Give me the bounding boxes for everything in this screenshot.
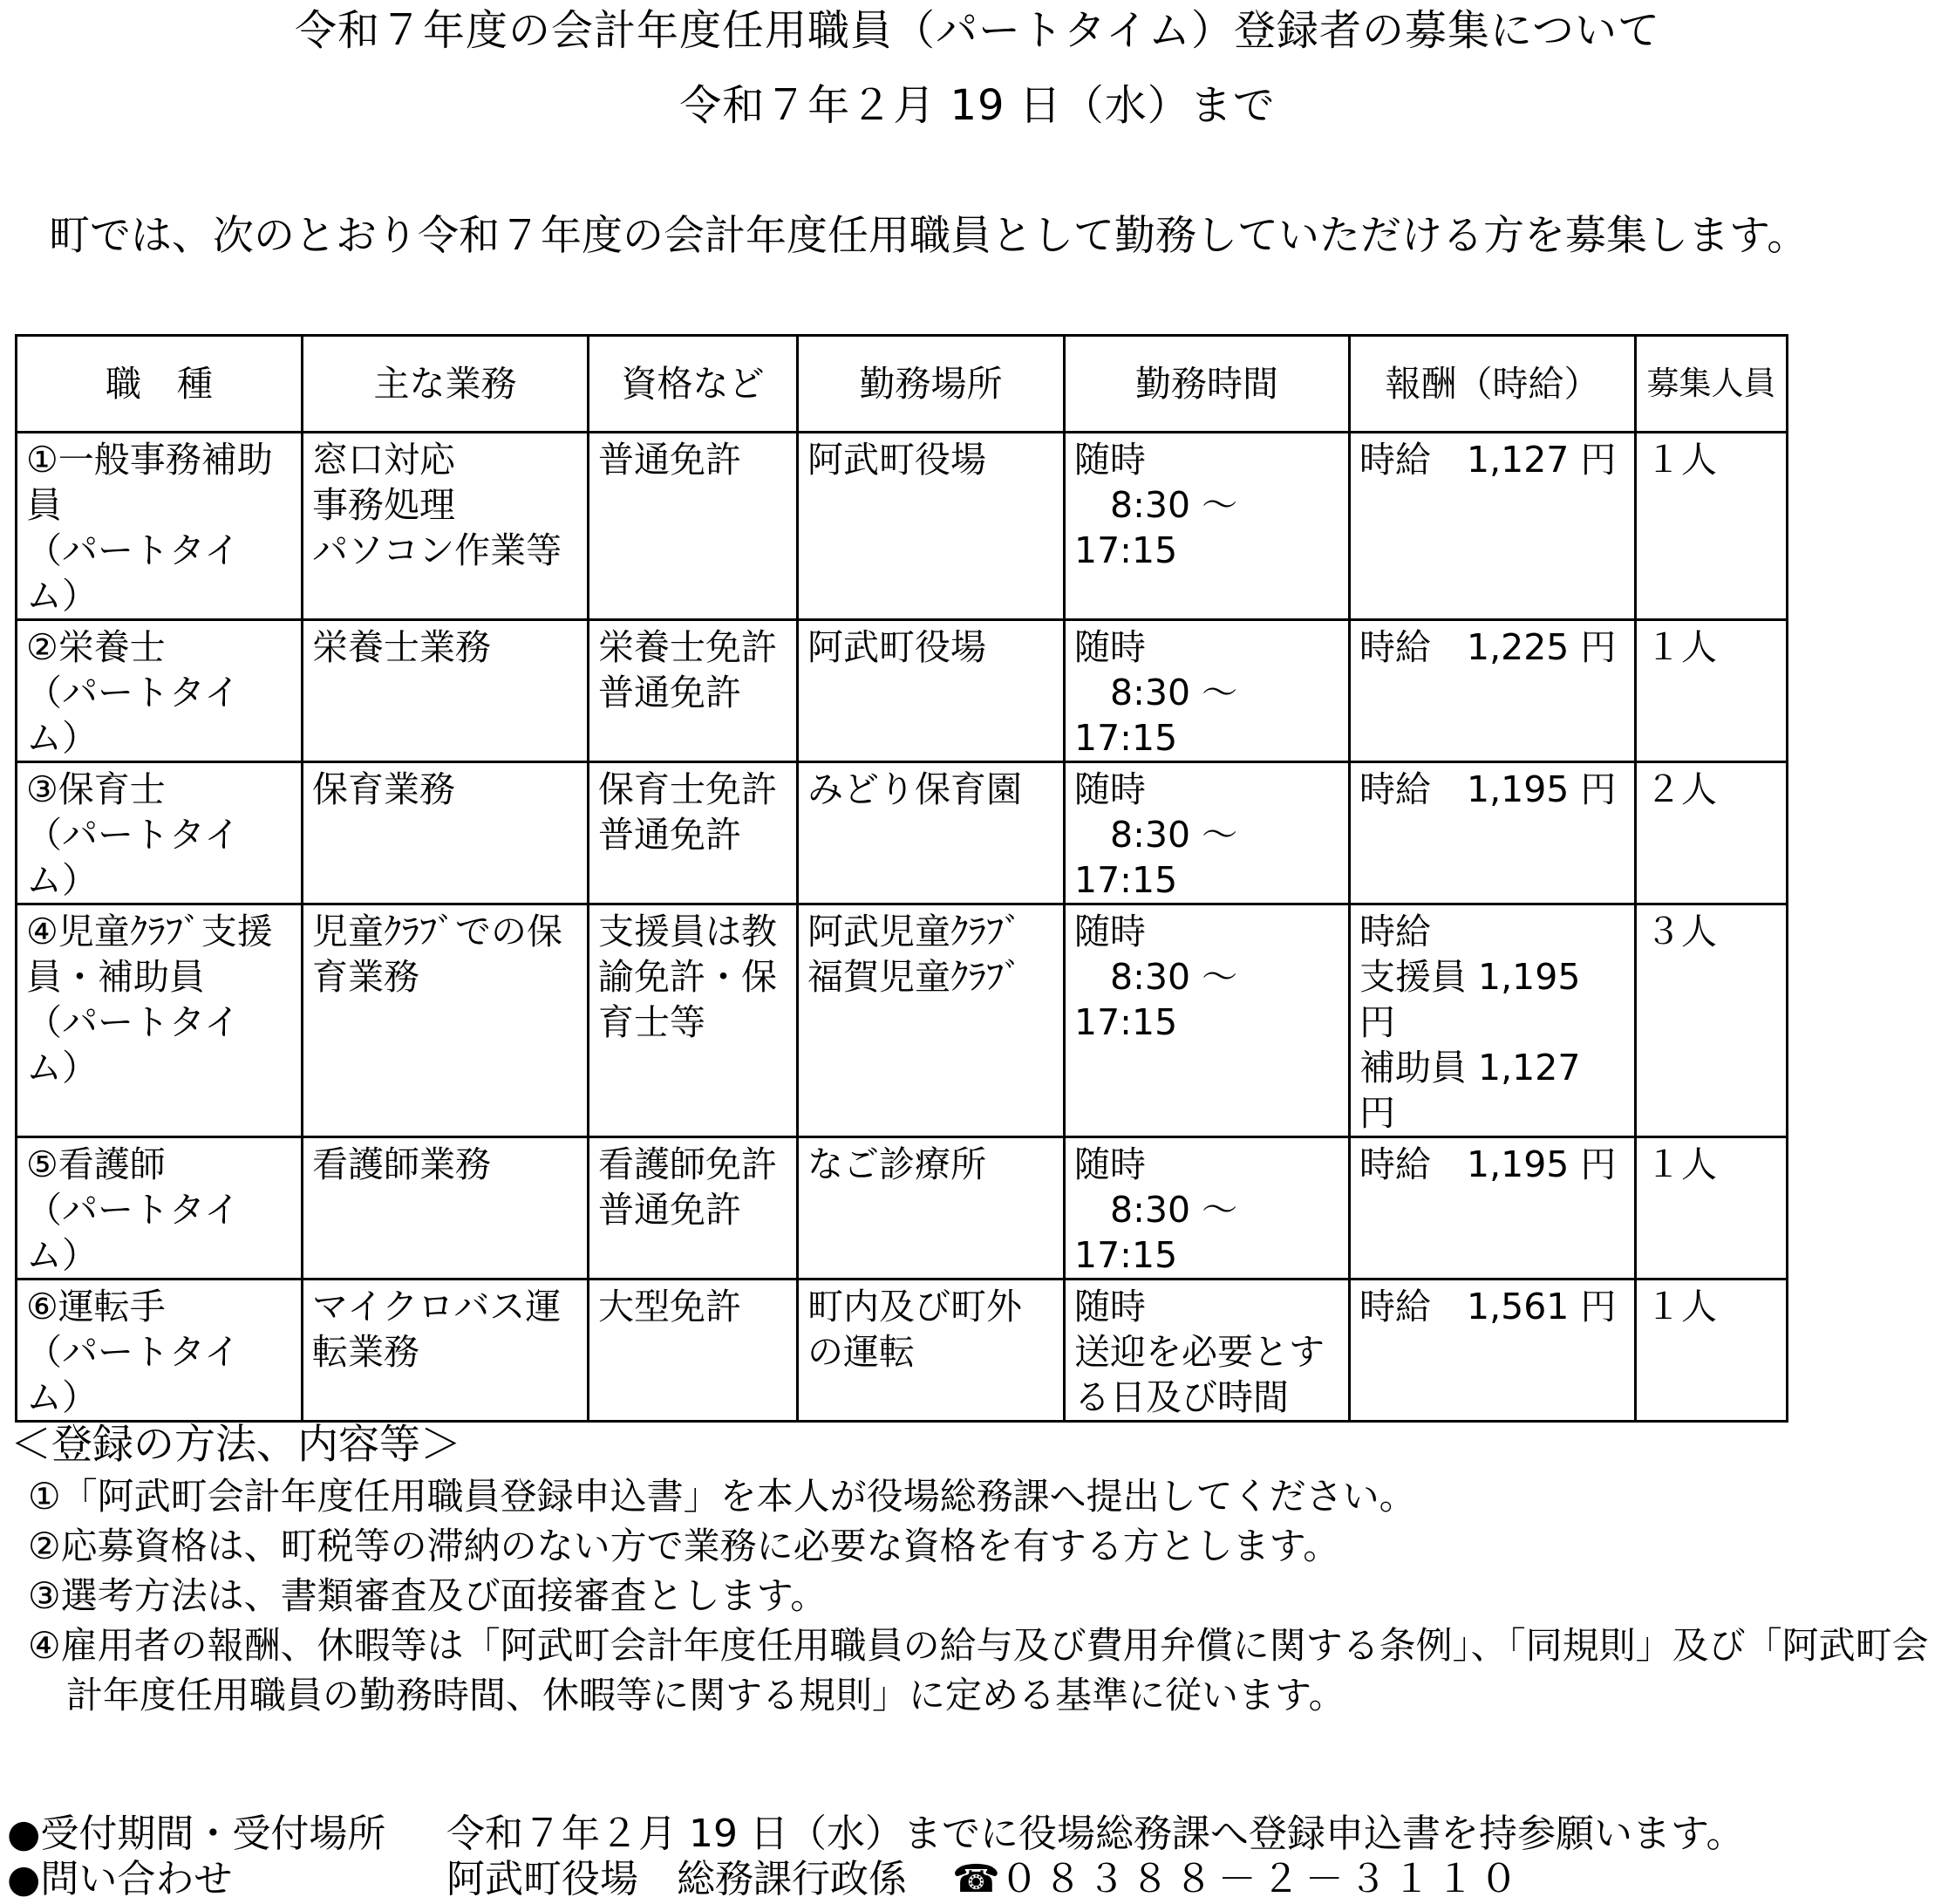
method-item: ①「阿武町会計年度任用職員登録申込書」を本人が役場総務課へ提出してください。 — [28, 1475, 1416, 1518]
recruitment-table — [15, 334, 1788, 1423]
cell-hours: 随時 8:30 ～ 17:15 — [1065, 433, 1350, 620]
cell-duties: 児童ｸﾗﾌﾞでの保育業務 — [303, 904, 589, 1137]
table-row — [17, 762, 1788, 904]
cell-openings: ３人 — [1636, 904, 1788, 1137]
header-openings: 募集人員 — [1636, 336, 1788, 433]
cell-job: ⑥運転手 （パートタイム） — [17, 1280, 303, 1422]
cell-openings: １人 — [1636, 433, 1788, 620]
cell-qualifications: 支援員は教諭免許・保育士等 — [589, 904, 798, 1137]
cell-location: 阿武町役場 — [798, 620, 1065, 762]
intro-text: 町では、次のとおり令和７年度の会計年度任用職員として勤務していただける方を募集します。 — [49, 212, 1809, 260]
cell-duties: 窓口対応 事務処理 パソコン作業等 — [303, 433, 589, 620]
cell-pay: 時給 支援員 1,195 円 補助員 1,127 円 — [1350, 904, 1636, 1137]
method-item: ④雇用者の報酬、休暇等は「阿武町会計年度任用職員の給与及び費用弁償に関する条例」、「同規則」及び「阿武町会計年度任用職員の勤務時間、休暇等に関する規則」に定める基準に従います。 — [28, 1624, 1929, 1716]
deadline-subtitle: 令和７年２月 19 日（水）まで — [679, 81, 1276, 130]
header-hours: 勤務時間 — [1065, 336, 1350, 433]
cell-hours: 随時 送迎を必要とする日及び時間 — [1065, 1280, 1350, 1422]
phone-icon: ☎ — [952, 1857, 1000, 1901]
method-item: ③選考方法は、書類審査及び面接審査とします。 — [28, 1574, 828, 1617]
cell-job: ④児童ｸﾗﾌﾞ支援員・補助員 （パートタイム） — [17, 904, 303, 1137]
reception-info — [7, 1810, 1744, 1859]
cell-location: 阿武児童ｸﾗﾌﾞ 福賀児童ｸﾗﾌﾞ — [798, 904, 1065, 1137]
table-row — [17, 433, 1788, 620]
table-row — [17, 620, 1788, 762]
table-row — [17, 1137, 1788, 1280]
cell-duties: 栄養士業務 — [303, 620, 589, 762]
contact-info — [7, 1855, 1523, 1904]
cell-openings: ２人 — [1636, 762, 1788, 904]
cell-pay: 時給 1,127 円 — [1350, 433, 1636, 620]
table-row — [17, 904, 1788, 1137]
cell-qualifications: 看護師免許 普通免許 — [589, 1137, 798, 1280]
header-pay: 報酬（時給） — [1350, 336, 1636, 433]
cell-hours: 随時 8:30 ～ 17:15 — [1065, 762, 1350, 904]
cell-job: ⑤看護師 （パートタイム） — [17, 1137, 303, 1280]
cell-qualifications: 保育士免許 普通免許 — [589, 762, 798, 904]
contact-phone: ０８３８８－２－３１１０ — [999, 1857, 1523, 1901]
cell-pay: 時給 1,561 円 — [1350, 1280, 1636, 1422]
cell-location: みどり保育園 — [798, 762, 1065, 904]
cell-duties: 看護師業務 — [303, 1137, 589, 1280]
cell-openings: １人 — [1636, 620, 1788, 762]
reception-label: ●受付期間・受付場所 — [7, 1812, 386, 1856]
cell-pay: 時給 1,225 円 — [1350, 620, 1636, 762]
notice-title: 令和７年度の会計年度任用職員（パートタイム）登録者の募集について — [294, 6, 1661, 55]
cell-qualifications: 栄養士免許 普通免許 — [589, 620, 798, 762]
cell-job: ①一般事務補助員 （パートタイム） — [17, 433, 303, 620]
method-item: ②応募資格は、町税等の滞納のない方で業務に必要な資格を有する方とします。 — [28, 1525, 1340, 1567]
cell-qualifications: 大型免許 — [589, 1280, 798, 1422]
cell-location: 町内及び町外の運転 — [798, 1280, 1065, 1422]
cell-hours: 随時 8:30 ～ 17:15 — [1065, 620, 1350, 762]
header-job-type: 職 種 — [17, 336, 303, 433]
table-header-row — [17, 336, 1788, 433]
cell-duties: 保育業務 — [303, 762, 589, 904]
registration-methods — [10, 1419, 1951, 1720]
cell-hours: 随時 8:30 ～ 17:15 — [1065, 1137, 1350, 1280]
cell-openings: １人 — [1636, 1137, 1788, 1280]
header-location: 勤務場所 — [798, 336, 1065, 433]
cell-job: ③保育士 （パートタイム） — [17, 762, 303, 904]
methods-heading: ＜登録の方法、内容等＞ — [10, 1421, 461, 1469]
cell-pay: 時給 1,195 円 — [1350, 1137, 1636, 1280]
cell-location: 阿武町役場 — [798, 433, 1065, 620]
cell-pay: 時給 1,195 円 — [1350, 762, 1636, 904]
cell-job: ②栄養士 （パートタイム） — [17, 620, 303, 762]
header-qualifications: 資格など — [589, 336, 798, 433]
table-row — [17, 1280, 1788, 1422]
cell-hours: 随時 8:30 ～ 17:15 — [1065, 904, 1350, 1137]
cell-location: なご診療所 — [798, 1137, 1065, 1280]
cell-openings: １人 — [1636, 1280, 1788, 1422]
contact-label: ●問い合わせ — [7, 1857, 233, 1901]
contact-office: 阿武町役場 総務課行政係 — [446, 1857, 907, 1901]
reception-value: 令和７年２月 19 日（水）までに役場総務課へ登録申込書を持参願います。 — [446, 1812, 1745, 1856]
cell-duties: マイクロバス運転業務 — [303, 1280, 589, 1422]
header-duties: 主な業務 — [303, 336, 589, 433]
cell-qualifications: 普通免許 — [589, 433, 798, 620]
